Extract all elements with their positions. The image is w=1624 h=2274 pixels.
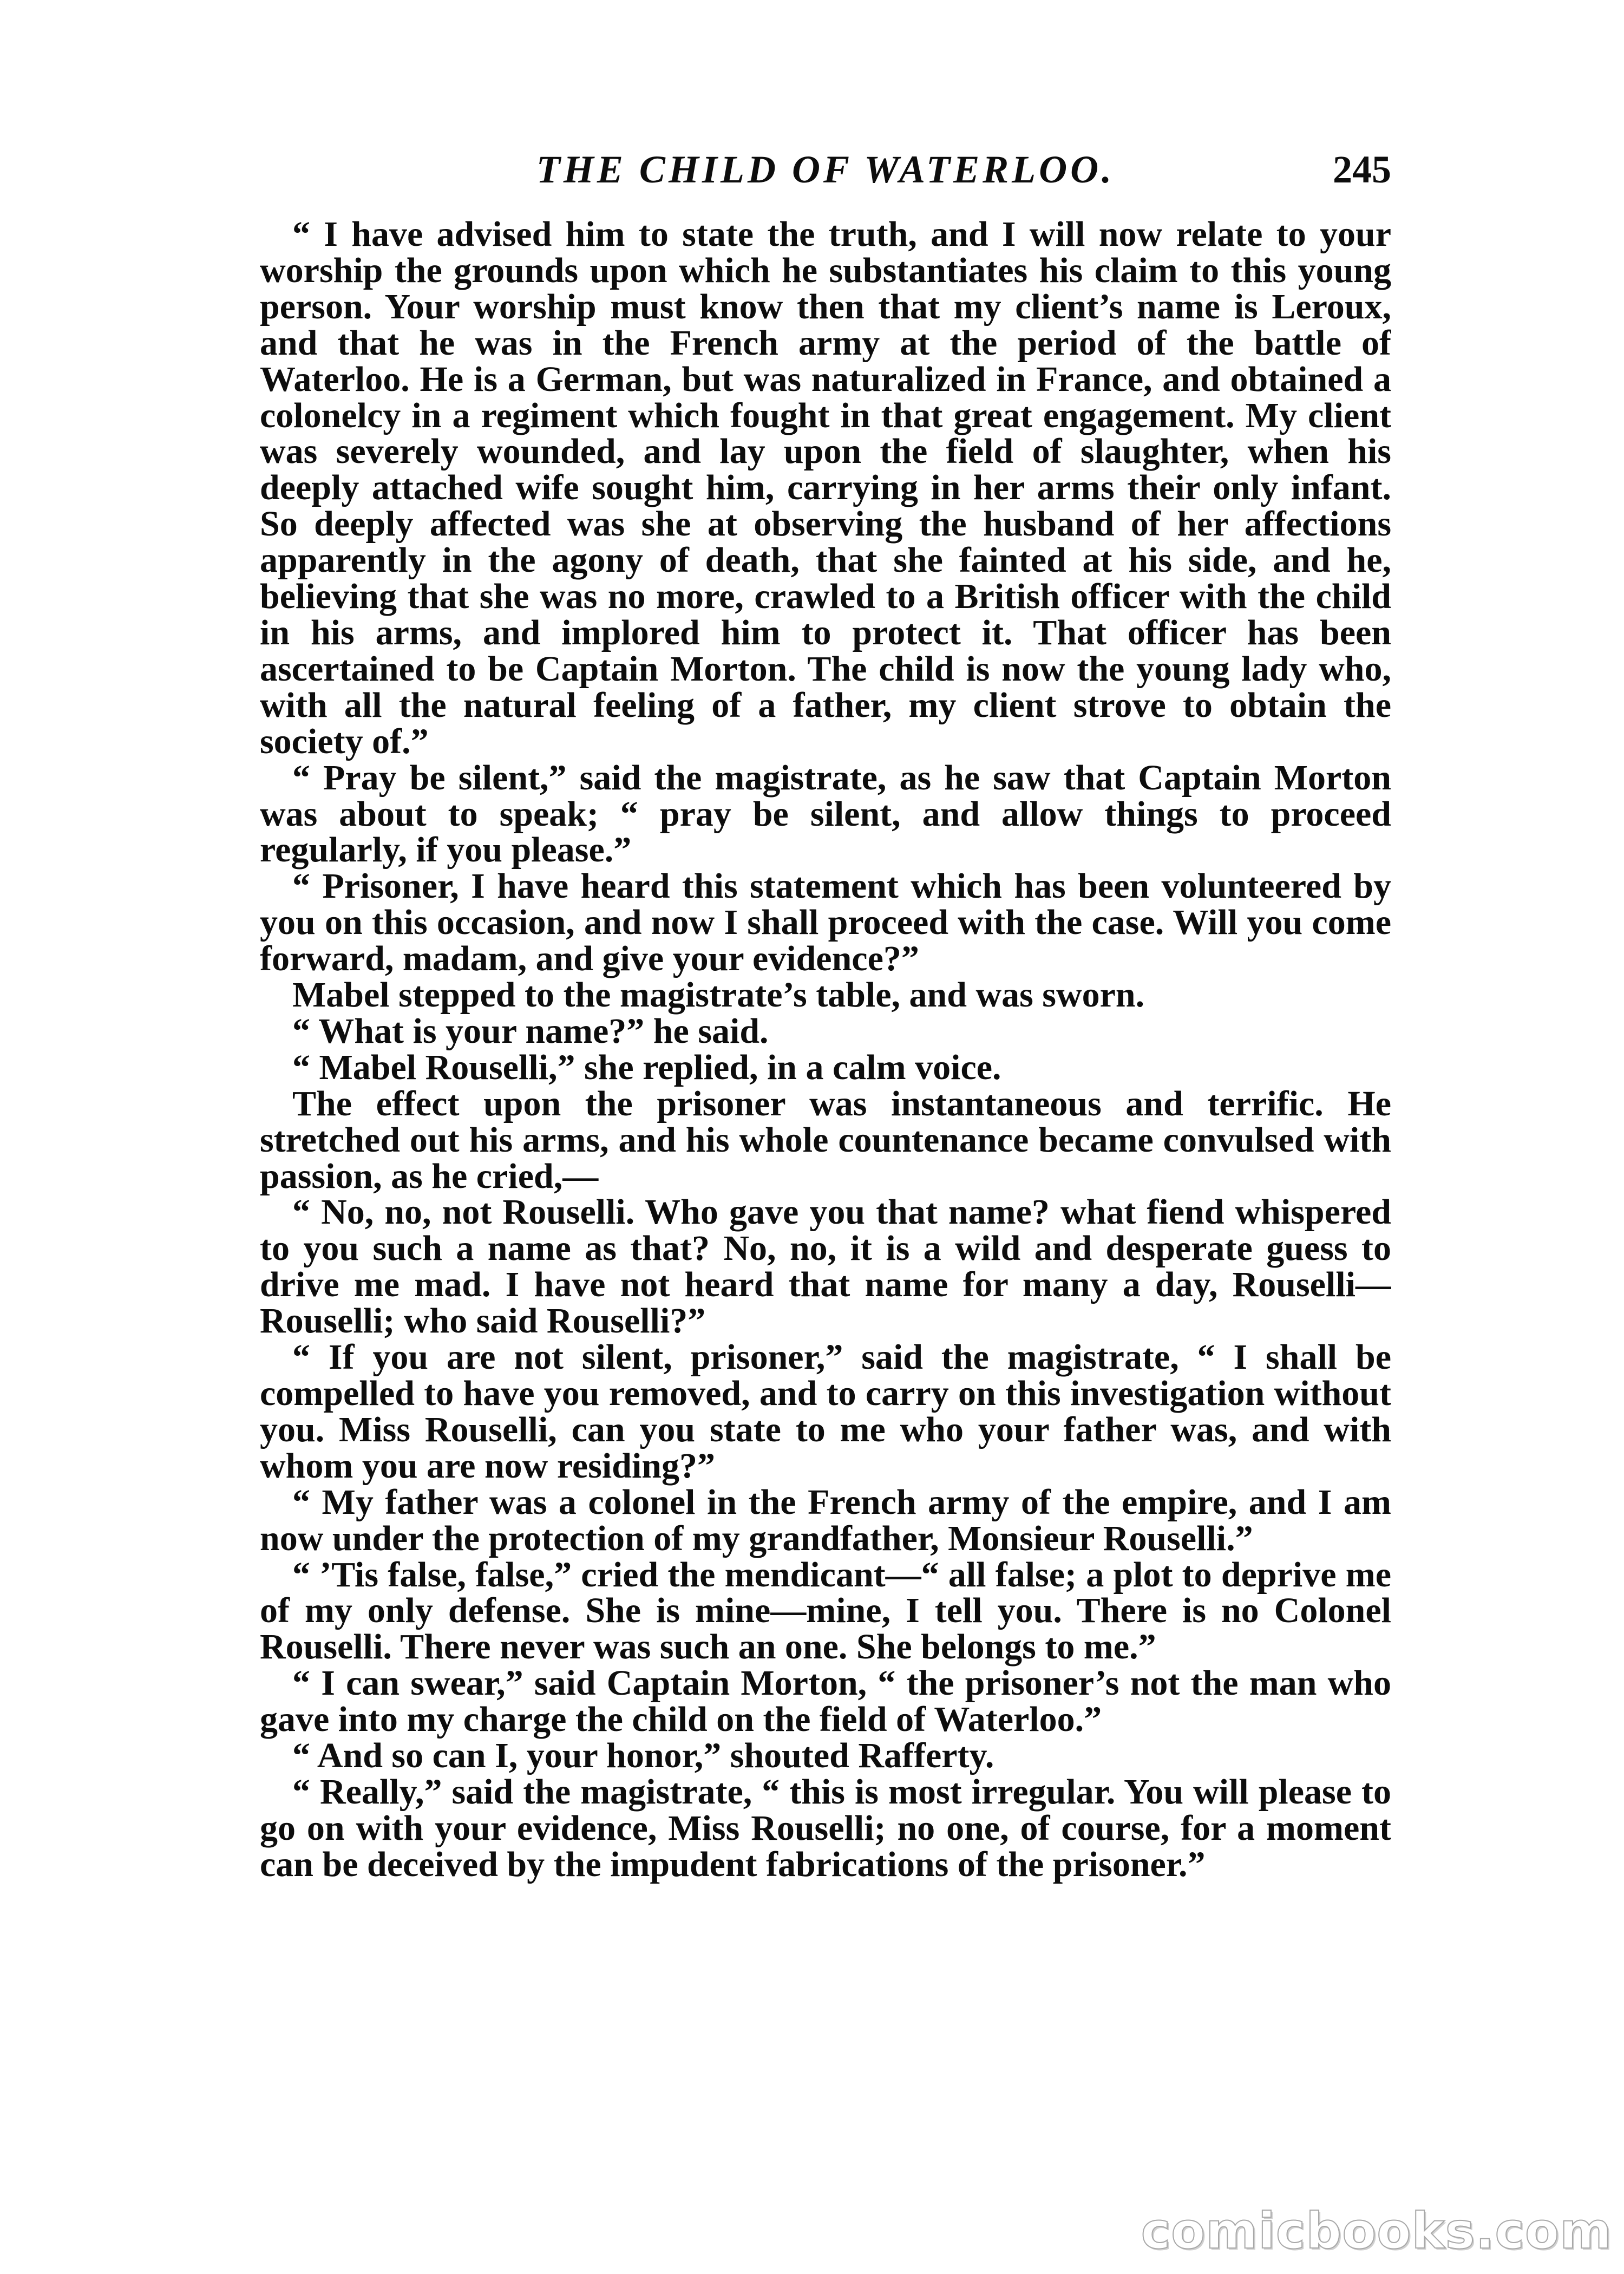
paragraph-name-question: “ What is your name?” he said. bbox=[292, 1011, 769, 1051]
running-title: THE CHILD OF WATERLOO. bbox=[536, 148, 1115, 191]
running-head bbox=[260, 145, 1391, 194]
paragraph-mendicant-denial: “ ’Tis false, false,” cried the mendicant—“ all false; a plot to deprive me of my only defense. She is mine—mine, I tell you. There is no Colonel Rouselli. There never was such an one. She belongs to me.” bbox=[260, 1554, 1391, 1667]
page-number: 245 bbox=[1333, 148, 1391, 191]
paragraph-magistrate-warning: “ If you are not silent, prisoner,” said the magistrate, “ I shall be compelled to have you removed, and to carry on this investigation without you. Miss Rouselli, can you state to me who your father was, and with whom you are now residing?” bbox=[260, 1337, 1391, 1486]
watermark: comicbooks.com bbox=[1141, 2202, 1612, 2260]
paragraph-mabel-reply: “ Mabel Rouselli,” she replied, in a calm voice. bbox=[292, 1047, 1001, 1087]
paragraph-morton-oath: “ I can swear,” said Captain Morton, “ the prisoner’s not the man who gave into my charge the child on the field of Waterloo.” bbox=[260, 1663, 1391, 1740]
body-text bbox=[260, 217, 1391, 2122]
paragraph-magistrate-irregular: “ Really,” said the magistrate, “ this is most irregular. You will please to go on with your evidence, Miss Rouselli; no one, of course, for a moment can be deceived by the impudent fabrications of the prisoner.” bbox=[260, 1772, 1391, 1884]
paragraph-mabel-father: “ My father was a colonel in the French army of the empire, and I am now under the protection of my grandfather, Monsieur Rouselli.” bbox=[260, 1482, 1391, 1558]
paragraph-magistrate-silence: “ Pray be silent,” said the magistrate, as he saw that Captain Morton was about to speak; “ pray be silent, and allow things to proceed regularly, if you please.” bbox=[260, 757, 1391, 870]
paragraph-rafferty: “ And so can I, your honor,” shouted Rafferty. bbox=[292, 1736, 994, 1776]
paragraph-mabel-sworn: Mabel stepped to the magistrate’s table, and was sworn. bbox=[292, 975, 1145, 1015]
paragraph-magistrate-proceed: “ Prisoner, I have heard this statement which has been volunteered by you on this occasion, and now I shall proceed with the case. Will you come forward, madam, and give your evidence?” bbox=[260, 866, 1391, 979]
paragraph-prisoner-reaction: The effect upon the prisoner was instantaneous and terrific. He stretched out his arms, and his whole countenance became convulsed with passion, as he cried,— bbox=[260, 1083, 1391, 1196]
paragraph-counsel-statement: “ I have advised him to state the truth, and I will now relate to your worship the grounds upon which he substantiates his claim to this young person. Your worship must know then that my client’s name is Leroux, and that he was in the French army at the period of the battle of Waterloo. He is a German, but was naturalized in France, and obtained a colonelcy in a regiment which fought in that great engagement. My client was severely wounded, and lay upon the field of slaughter, when his deeply attached wife sought him, carrying in her arms their only infant. So deeply affected was she at observing the husband of her affections apparently in the agony of death, that she fainted at his side, and he, believing that she was no more, crawled to a British officer with the child in his arms, and implored him to protect it. That officer has been ascertained to be Captain Morton. The child is now the young lady who, with all the natural feeling of a father, my client strove to obtain the society of.” bbox=[260, 217, 1391, 761]
paragraph-prisoner-outburst: “ No, no, not Rouselli. Who gave you that name? what fiend whispered to you such a name as that? No, no, it is a wild and desperate guess to drive me mad. I have not heard that name for many a day, Rouselli—Rouselli; who said Rouselli?” bbox=[260, 1192, 1391, 1341]
